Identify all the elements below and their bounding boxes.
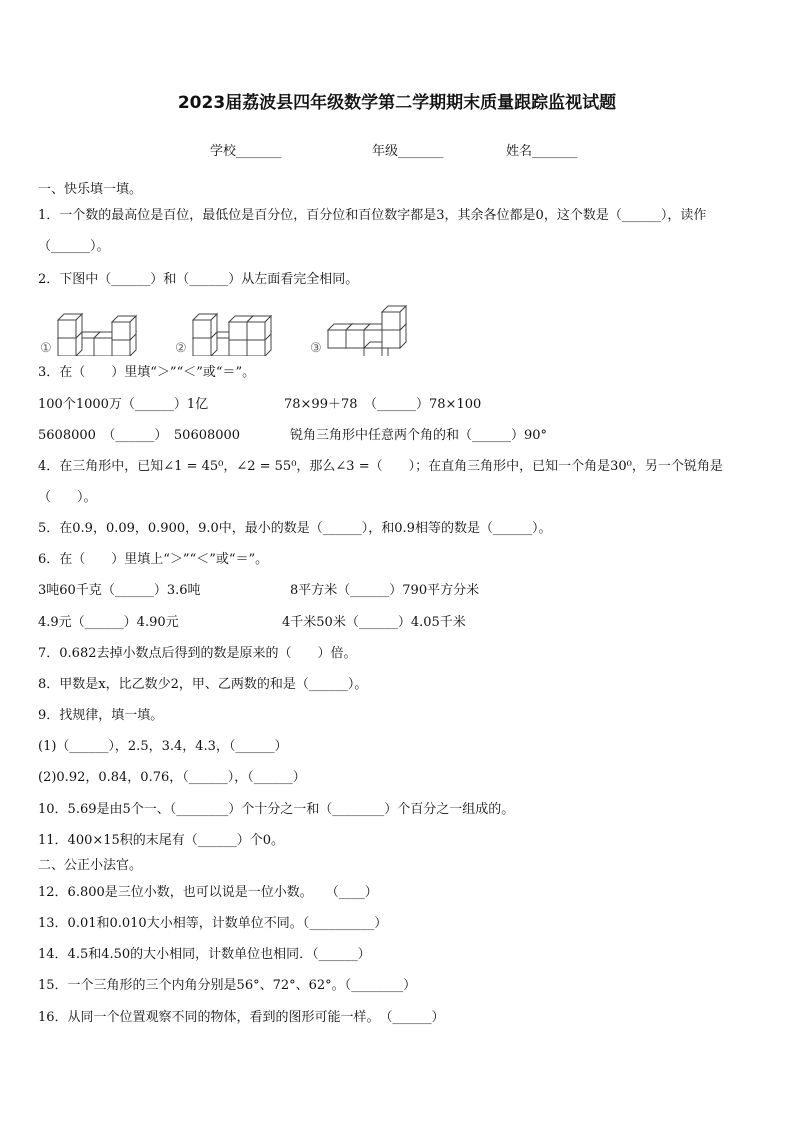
figure-label-2: ② bbox=[175, 341, 187, 356]
question-1-line-1: 1．一个数的最高位是百位，最低位是百分位，百分位和百位数字都是3，其余各位都是0，这个数是（______），读作 bbox=[38, 208, 707, 223]
question-11: 11．400×15积的末尾有（______）个0。 bbox=[38, 833, 285, 848]
question-12: 12．6.800是三位小数，也可以说是一位小数。 （____） bbox=[38, 885, 378, 900]
question-6-item-d: 4千米50米（______）4.05千米 bbox=[282, 615, 466, 630]
school-field: 学校_______ bbox=[210, 144, 282, 159]
question-13: 13．0.01和0.010大小相等，计数单位不同。（__________） bbox=[38, 916, 388, 931]
cube-figures bbox=[38, 300, 458, 356]
question-9: 9．找规律，填一填。 bbox=[38, 708, 164, 723]
question-6-item-c: 4.9元（______）4.90元 bbox=[38, 615, 179, 630]
question-9-part-1: (1)（______），2.5，3.4，4.3，（______） bbox=[38, 739, 288, 754]
question-3-item-d: 锐角三角形中任意两个角的和（______）90° bbox=[290, 428, 548, 443]
question-14: 14．4.5和4.50的大小相同，计数单位也相同．（______） bbox=[38, 947, 371, 962]
question-5: 5．在0.9，0.09，0.900，9.0中，最小的数是（______），和0.9相等的数是（______）。 bbox=[38, 521, 552, 536]
grade-field: 年级_______ bbox=[372, 144, 444, 159]
question-6-item-b: 8平方米（______）790平方分米 bbox=[290, 583, 480, 598]
name-field: 姓名_______ bbox=[506, 144, 578, 159]
question-1-line-2: （______）。 bbox=[38, 239, 110, 254]
question-7: 7．0.682去掉小数点后得到的数是原来的（ ）倍。 bbox=[38, 646, 357, 661]
question-6: 6．在（ ）里填上“＞”“＜”或“＝”。 bbox=[38, 552, 269, 567]
question-4-line-1: 4．在三角形中，已知∠1 = 45⁰，∠2 = 55⁰，那么∠3 =（ ）；在直角三角形中，已知一个角是30⁰，另一个锐角是 bbox=[38, 459, 723, 474]
question-8: 8．甲数是x，比乙数少2，甲、乙两数的和是（______）。 bbox=[38, 677, 368, 692]
figure-label-1: ① bbox=[40, 341, 52, 356]
question-3-item-a: 100个1000万（______）1亿 bbox=[38, 397, 209, 412]
figure-3 bbox=[328, 306, 406, 356]
page-title: 2023届荔波县四年级数学第二学期期末质量跟踪监视试题 bbox=[177, 93, 617, 113]
question-3: 3．在（ ）里填“＞”“＜”或“＝”。 bbox=[38, 365, 256, 380]
section-heading-1: 一、快乐填一填。 bbox=[38, 182, 143, 197]
question-16: 16．从同一个位置观察不同的物体，看到的图形可能一样。 （______） bbox=[38, 1010, 445, 1025]
question-15: 15．一个三角形的三个内角分别是56°、72°、62°。（________） bbox=[38, 978, 417, 993]
question-4-line-2: （ ）。 bbox=[38, 490, 97, 505]
section-heading-2: 二、公正小法官。 bbox=[38, 858, 143, 873]
question-2: 2．下图中（______）和（______）从左面看完全相同。 bbox=[38, 272, 359, 287]
figure-2 bbox=[193, 314, 271, 356]
question-9-part-2: (2)0.92，0.84，0.76，（______），（______） bbox=[38, 770, 306, 785]
question-3-item-c: 5608000 （______） 50608000 bbox=[38, 428, 241, 443]
figure-label-3: ③ bbox=[310, 341, 322, 356]
figure-1 bbox=[58, 314, 136, 356]
question-10: 10．5.69是由5个一、（________）个十分之一和（________）个百分之一组成的。 bbox=[38, 802, 515, 817]
question-3-item-b: 78×99＋78 （______）78×100 bbox=[284, 397, 482, 412]
question-6-item-a: 3吨60千克（______）3.6吨 bbox=[38, 583, 201, 598]
